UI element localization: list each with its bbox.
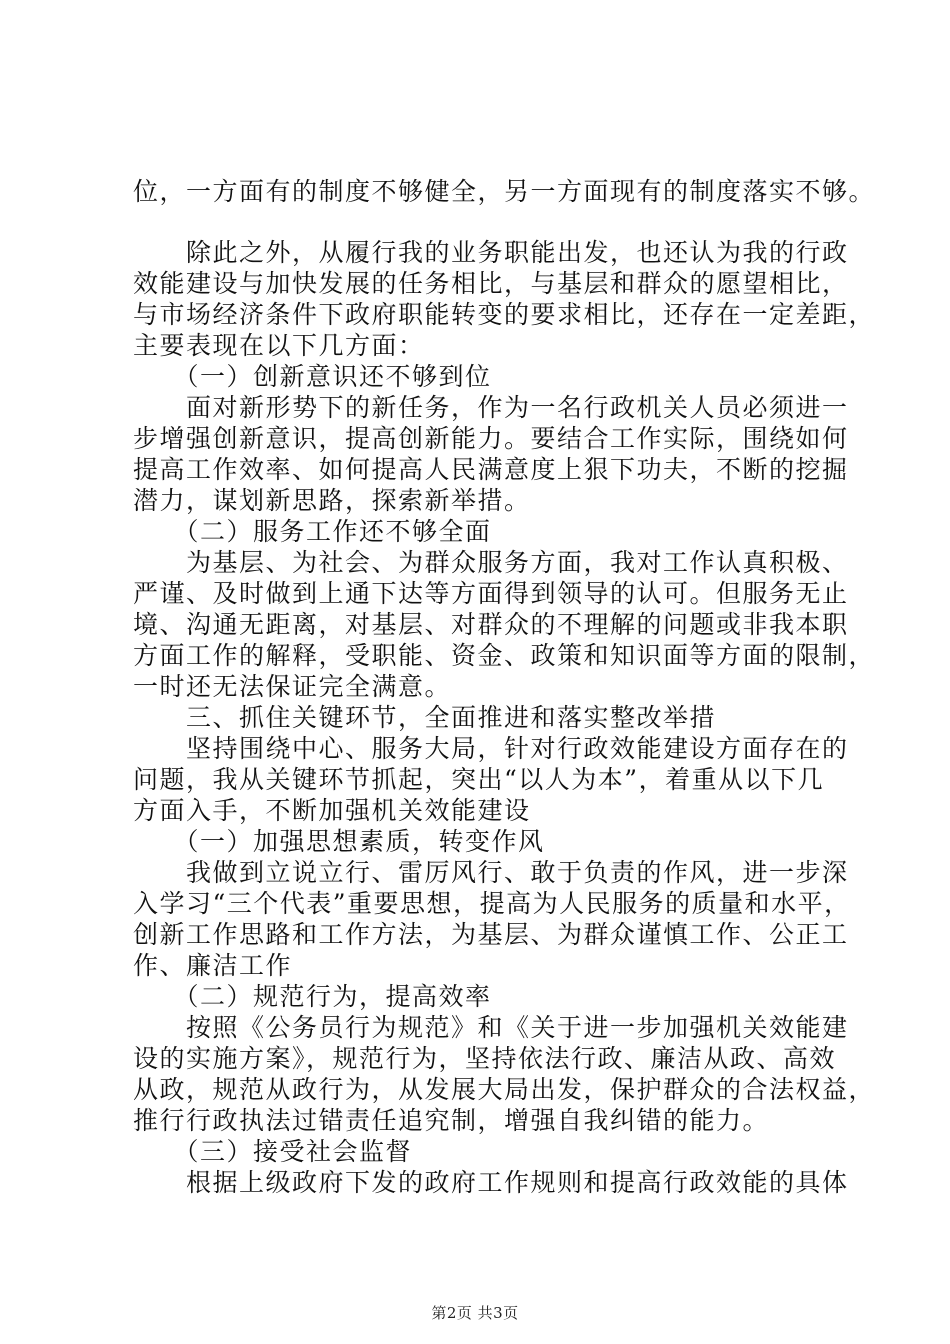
text-line: （一）加强思想素质，转变作风 (133, 827, 545, 856)
text-line: （二）服务工作还不够全面 (133, 517, 492, 546)
text-line: 步增强创新意识，提高创新能力。要结合工作实际，围绕如何 (133, 424, 849, 453)
text-line: 作、廉洁工作 (133, 951, 293, 980)
text-line: 问题，我从关键环节抓起，突出“以人为本”，着重从以下几 (133, 765, 825, 794)
page-footer: 第2页 共3页 (431, 1304, 519, 1322)
text-line: （三）接受社会监督 (133, 1137, 413, 1166)
text-line: 与市场经济条件下政府职能转变的要求相比，还存在一定差距， (133, 300, 876, 329)
text-line: 潜力，谋划新思路，探索新举措。 (133, 486, 531, 515)
text-line: （一）创新意识还不够到位 (133, 362, 492, 391)
text-line: 面对新形势下的新任务，作为一名行政机关人员必须进一 (133, 393, 849, 422)
text-line: 方面工作的解释，受职能、资金、政策和知识面等方面的限制， (133, 641, 876, 670)
text-line: 按照《公务员行为规范》和《关于进一步加强机关效能建 (133, 1013, 849, 1042)
text-line: 设的实施方案》，规范行为，坚持依法行政、廉洁从政、高效 (133, 1044, 837, 1073)
text-line: 入学习“三个代表”重要思想，提高为人民服务的质量和水平， (133, 889, 851, 918)
text-line: 除此之外，从履行我的业务职能出发，也还认为我的行政 (133, 238, 849, 267)
text-line: 为基层、为社会、为群众服务方面，我对工作认真积极、 (133, 548, 849, 577)
text-line: 提高工作效率、如何提高人民满意度上狠下功夫，不断的挖掘 (133, 455, 849, 484)
text-line: 坚持围绕中心、服务大局，针对行政效能建设方面存在的 (133, 734, 849, 763)
text-line: 主要表现在以下几方面： (133, 331, 425, 360)
text-line: （二）规范行为，提高效率 (133, 982, 492, 1011)
text-line: 境、沟通无距离，对基层、对群众的不理解的问题或非我本职 (133, 610, 849, 639)
text-line: 我做到立说立行、雷厉风行、敢于负责的作风，进一步深 (133, 858, 849, 887)
text-line: 位，一方面有的制度不够健全，另一方面现有的制度落实不够。 (133, 177, 876, 206)
text-line: 一时还无法保证完全满意。 (133, 672, 452, 701)
document-body (133, 237, 876, 1198)
text-line: 方面入手，不断加强机关效能建设 (133, 796, 531, 825)
text-line: 根据上级政府下发的政府工作规则和提高行政效能的具体 (133, 1168, 849, 1197)
text-line: 三、抓住关键环节，全面推进和落实整改举措 (133, 703, 717, 732)
text-line: 严谨、及时做到上通下达等方面得到领导的认可。但服务无止 (133, 579, 849, 608)
text-line: 效能建设与加快发展的任务相比，与基层和群众的愿望相比， (133, 269, 849, 298)
paragraph-continuation (133, 176, 876, 207)
text-line: 从政，规范从政行为，从发展大局出发，保护群众的合法权益， (133, 1075, 876, 1104)
text-line: 推行行政执法过错责任追究制，增强自我纠错的能力。 (133, 1106, 770, 1135)
text-line: 创新工作思路和工作方法，为基层、为群众谨慎工作、公正工 (133, 920, 849, 949)
